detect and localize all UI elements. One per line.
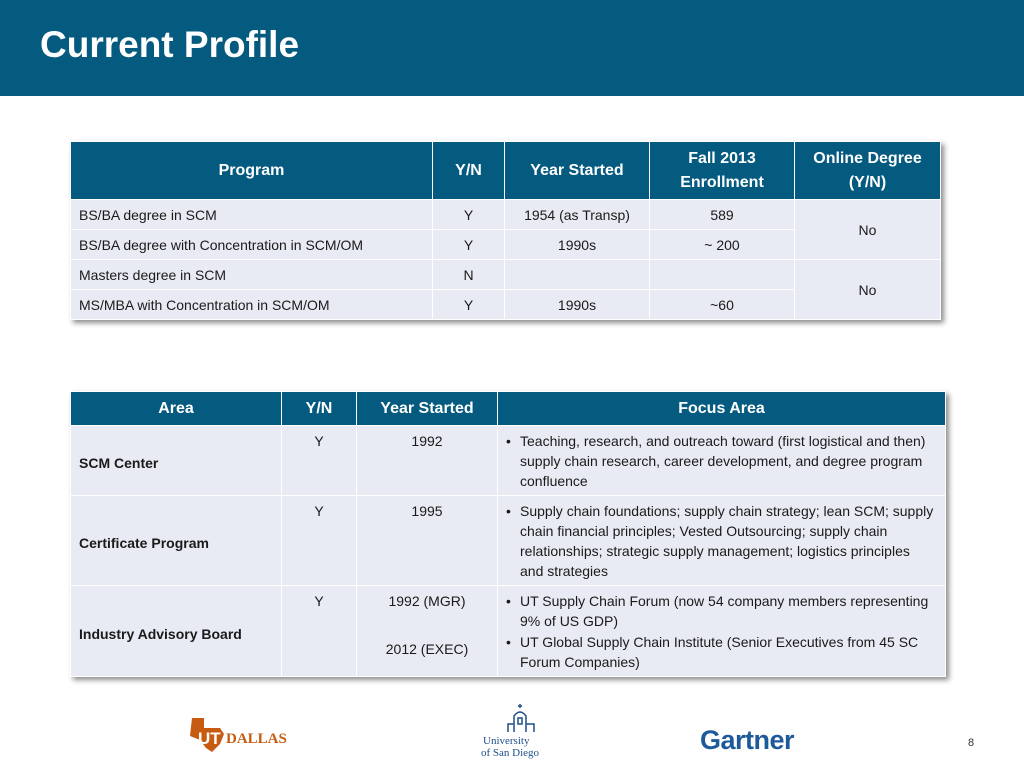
year-cell	[357, 586, 498, 677]
focus-cell	[498, 586, 946, 677]
page-title: Current Profile	[40, 24, 300, 65]
focus-bullet: • Teaching, research, and outreach toward (first logistical and then) supply chain research, career development, and degree program confluence	[520, 431, 937, 491]
online-degree-cell: No	[795, 260, 941, 320]
year-cell: 1990s	[505, 290, 650, 320]
focus-bullet: • Supply chain foundations; supply chain strategy; lean SCM; supply chain financial principles; Vested Outsourcing; supply chain relationships; strategic supply management; logistics principles and strategies	[520, 501, 937, 581]
yn-cell: N	[433, 260, 505, 290]
yn-cell: Y	[433, 290, 505, 320]
ut-dallas-logo	[186, 714, 296, 756]
yn-cell: Y	[282, 426, 357, 496]
gartner-logo: Gartner	[700, 725, 795, 755]
area-cell: Industry Advisory Board	[71, 586, 282, 677]
table-row	[71, 260, 941, 290]
program-cell: MS/MBA with Concentration in SCM/OM	[71, 290, 433, 320]
header-yn: Y/N	[282, 392, 357, 426]
mission-tower-icon	[508, 704, 534, 732]
header-year-started: Year Started	[505, 142, 650, 200]
enrollment-cell	[650, 260, 795, 290]
table-row	[71, 200, 941, 230]
header-year-started: Year Started	[357, 392, 498, 426]
focus-bullet: • UT Global Supply Chain Institute (Senior Executives from 45 SC Forum Companies)	[520, 632, 937, 672]
focus-bullet: • UT Supply Chain Forum (now 54 company members representing 9% of US GDP)	[520, 591, 937, 631]
year-cell	[505, 260, 650, 290]
area-cell: Certificate Program	[71, 496, 282, 586]
header-program: Program	[71, 142, 433, 200]
year-mgr: 1992 (MGR)	[388, 593, 466, 609]
year-cell: 1995	[357, 496, 498, 586]
university-of-san-diego-logo	[480, 702, 552, 762]
online-degree-cell: No	[795, 200, 941, 260]
table-row	[71, 426, 946, 496]
focus-cell	[498, 496, 946, 586]
ut-text: UT	[198, 729, 221, 748]
area-cell: SCM Center	[71, 426, 282, 496]
year-cell: 1992	[357, 426, 498, 496]
programs-table	[70, 141, 941, 320]
table-row	[71, 586, 946, 677]
table-row	[71, 496, 946, 586]
program-cell: BS/BA degree in SCM	[71, 200, 433, 230]
enrollment-cell: ~ 200	[650, 230, 795, 260]
title-bar	[0, 0, 1024, 96]
program-cell: BS/BA degree with Concentration in SCM/OM	[71, 230, 433, 260]
enrollment-cell: ~60	[650, 290, 795, 320]
yn-cell: Y	[433, 230, 505, 260]
header-yn: Y/N	[433, 142, 505, 200]
header-area: Area	[71, 392, 282, 426]
header-focus-area: Focus Area	[498, 392, 946, 426]
header-online-degree: Online Degree (Y/N)	[795, 142, 941, 200]
year-cell: 1954 (as Transp)	[505, 200, 650, 230]
program-cell: Masters degree in SCM	[71, 260, 433, 290]
focus-cell	[498, 426, 946, 496]
yn-cell: Y	[282, 586, 357, 677]
areas-table	[70, 391, 946, 677]
year-exec: 2012 (EXEC)	[385, 641, 469, 657]
page-number: 8	[968, 737, 975, 749]
yn-cell: Y	[433, 200, 505, 230]
year-cell: 1990s	[505, 230, 650, 260]
dallas-text: DALLAS	[226, 731, 287, 747]
san-diego-text: of San Diego	[481, 747, 540, 759]
enrollment-cell: 589	[650, 200, 795, 230]
header-enrollment: Fall 2013 Enrollment	[650, 142, 795, 200]
yn-cell: Y	[282, 496, 357, 586]
university-text: University	[483, 735, 530, 747]
